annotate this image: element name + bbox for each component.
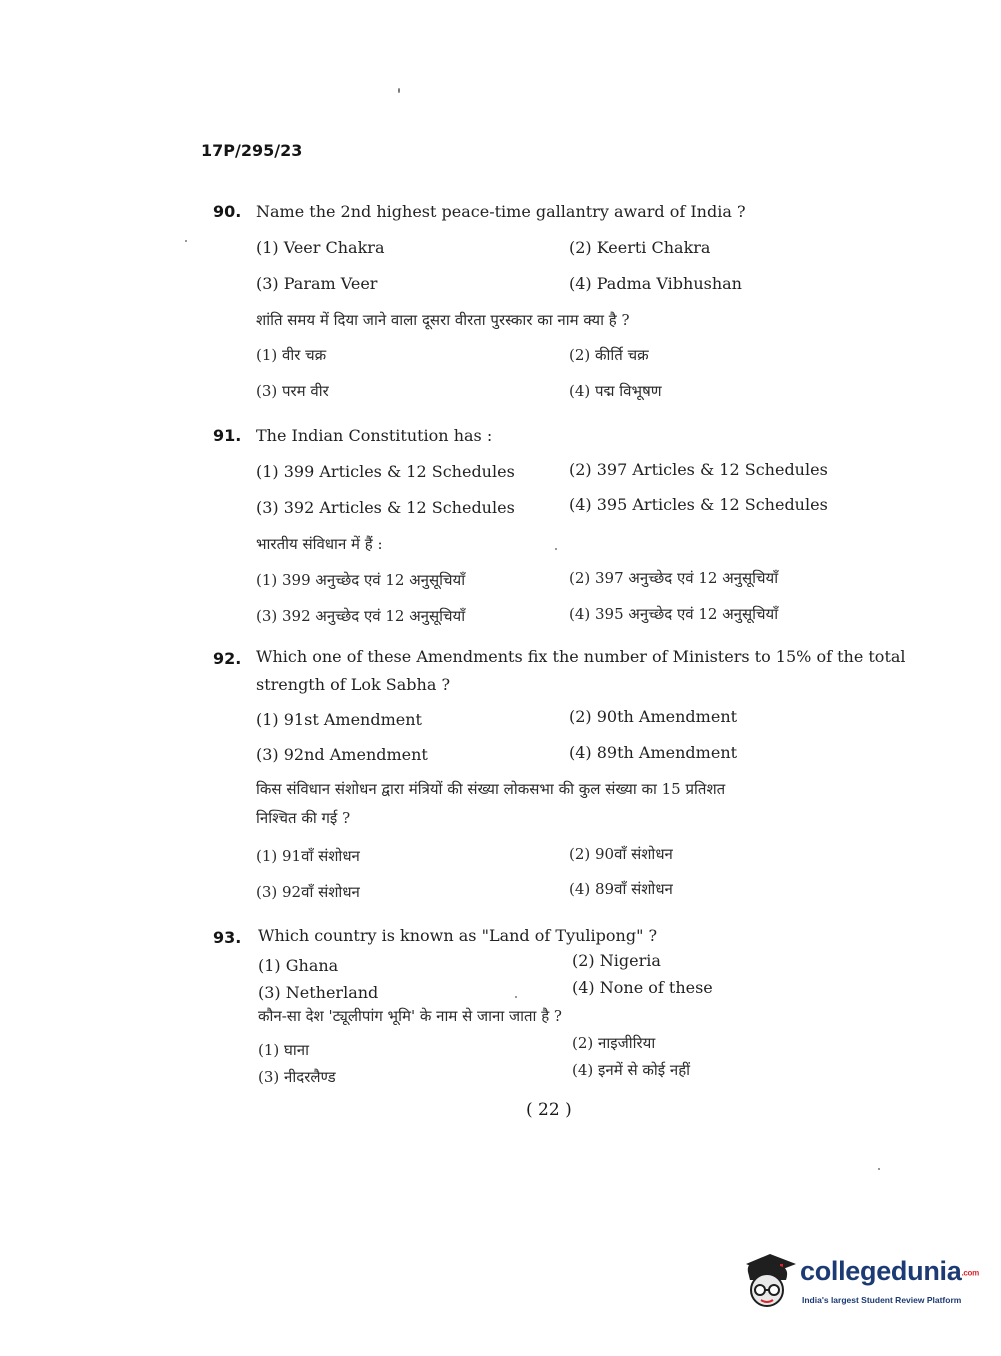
- question-93-text-en: Which country is known as "Land of Tyulipong" ?: [258, 926, 658, 945]
- question-90-option-2-hi: (2) कीर्ति चक्र: [569, 346, 649, 364]
- question-90-option-3-en: (3) Param Veer: [256, 274, 378, 293]
- question-91-option-2-en: (2) 397 Articles & 12 Schedules: [569, 460, 828, 479]
- question-91-option-3-en: (3) 392 Articles & 12 Schedules: [256, 498, 515, 517]
- question-91-option-1-hi: (1) 399 अनुच्छेद एवं 12 अनुसूचियाँ: [256, 571, 466, 589]
- question-92-option-1-hi: (1) 91वाँ संशोधन: [256, 847, 360, 865]
- question-92-text-en-line2: strength of Lok Sabha ?: [256, 675, 451, 694]
- question-91-text-hi: भारतीय संविधान में हैं :: [256, 535, 383, 553]
- question-90-option-2-en: (2) Keerti Chakra: [569, 238, 711, 257]
- question-93-option-3-hi: (3) नीदरलैण्ड: [258, 1068, 336, 1086]
- question-91-option-4-hi: (4) 395 अनुच्छेद एवं 12 अनुसूचियाँ: [569, 605, 779, 623]
- question-93-option-3-en: (3) Netherland: [258, 983, 379, 1002]
- question-92-text-hi-line2: निश्चित की गई ?: [256, 809, 351, 827]
- question-90-number: 90.: [213, 202, 242, 221]
- question-90-option-1-en: (1) Veer Chakra: [256, 238, 385, 257]
- question-91-number: 91.: [213, 426, 242, 445]
- question-93-option-1-en: (1) Ghana: [258, 956, 339, 975]
- question-92-text-hi-line1: किस संविधान संशोधन द्वारा मंत्रियों की संख्या लोकसभा की कुल संख्या का 15 प्रतिशत: [256, 780, 726, 798]
- scan-speck: [878, 1168, 880, 1170]
- question-92-option-2-hi: (2) 90वाँ संशोधन: [569, 845, 673, 863]
- collegedunia-watermark: [740, 1250, 979, 1316]
- question-93-option-1-hi: (1) घाना: [258, 1041, 309, 1059]
- collegedunia-wordmark: collegedunia.com: [800, 1256, 979, 1286]
- scan-speck: [185, 240, 187, 242]
- question-90-option-1-hi: (1) वीर चक्र: [256, 346, 327, 364]
- question-91-option-3-hi: (3) 392 अनुच्छेद एवं 12 अनुसूचियाँ: [256, 607, 466, 625]
- question-90-option-4-en: (4) Padma Vibhushan: [569, 274, 742, 293]
- question-90-text-en: Name the 2nd highest peace-time gallantry award of India ?: [256, 202, 746, 221]
- question-92-option-3-hi: (3) 92वाँ संशोधन: [256, 883, 360, 901]
- paper-code: 17P/295/23: [201, 141, 303, 160]
- scan-speck: [398, 88, 400, 93]
- question-93-option-2-hi: (2) नाइजीरिया: [572, 1034, 656, 1052]
- collegedunia-tagline: India's largest Student Review Platform: [802, 1295, 962, 1305]
- question-90-option-4-hi: (4) पद्म विभूषण: [569, 382, 662, 400]
- question-92-option-2-en: (2) 90th Amendment: [569, 707, 738, 726]
- question-92-option-4-en: (4) 89th Amendment: [569, 743, 738, 762]
- collegedunia-mascot-icon: [740, 1250, 798, 1314]
- page-number: ( 22 ): [526, 1100, 572, 1120]
- question-93-number: 93.: [213, 928, 242, 947]
- question-90-text-hi: शांति समय में दिया जाने वाला दूसरा वीरता पुरस्कार का नाम क्या है ?: [256, 311, 630, 329]
- question-93-option-4-en: (4) None of these: [572, 978, 713, 997]
- question-93-option-4-hi: (4) इनमें से कोई नहीं: [572, 1061, 691, 1079]
- question-90-option-3-hi: (3) परम वीर: [256, 382, 329, 400]
- scan-speck: [555, 548, 557, 550]
- question-92-option-4-hi: (4) 89वाँ संशोधन: [569, 880, 673, 898]
- question-91-option-2-hi: (2) 397 अनुच्छेद एवं 12 अनुसूचियाँ: [569, 569, 779, 587]
- question-92-option-1-en: (1) 91st Amendment: [256, 710, 422, 729]
- question-93-text-hi: कौन-सा देश 'ट्यूलीपांग भूमि' के नाम से जाना जाता है ?: [258, 1007, 562, 1025]
- question-93-option-2-en: (2) Nigeria: [572, 951, 661, 970]
- question-91-option-4-en: (4) 395 Articles & 12 Schedules: [569, 495, 828, 514]
- question-91-option-1-en: (1) 399 Articles & 12 Schedules: [256, 462, 515, 481]
- question-92-option-3-en: (3) 92nd Amendment: [256, 745, 428, 764]
- question-92-number: 92.: [213, 649, 242, 668]
- scan-speck: [515, 996, 517, 998]
- question-91-text-en: The Indian Constitution has :: [256, 426, 493, 445]
- question-92-text-en-line1: Which one of these Amendments fix the number of Ministers to 15% of the total: [256, 647, 906, 666]
